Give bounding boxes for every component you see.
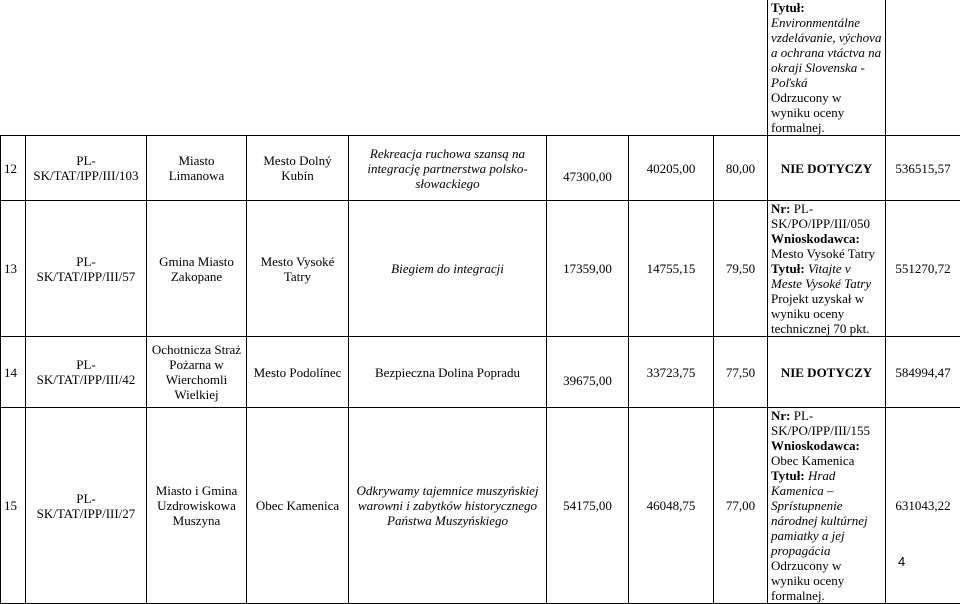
score: 77,00 [714,408,768,604]
pl-partner: Ochotnicza Straż Pożarna w Wierchomli Wielkiej [147,337,247,408]
amount-efrr: 40205,00 [629,136,714,201]
project-title: Bezpieczna Dolina Popradu [349,337,547,408]
sk-partner: Mesto Podolínec [247,337,349,408]
row-number: 15 [1,408,26,604]
score: 79,50 [714,201,768,337]
project-code: PL-SK/TAT/IPP/III/103 [26,136,147,201]
duplicate-info: NIE DOTYCZY [768,136,886,201]
cumulative-sum: 584994,47 [886,337,960,408]
table-row [1,408,960,604]
table-row [1,136,960,201]
table-row [1,201,960,337]
title-label: Tytuł: [771,0,805,15]
project-title: Rekreacja ruchowa szansą na integrację partnerstwa polsko-słowackiego [349,136,547,201]
amount-efrr: 33723,75 [629,337,714,408]
amount-total: 17359,00 [547,201,629,337]
duplicate-info: Nr: PL-SK/PO/IPP/III/155 Wnioskodawca: Obec Kamenica Tytuł: Hrad Kamenica – Sprístupnenie národnej kultúrnej pamiatky a jej propagácia Odrzucony w wyniku oceny formalnej. [768,408,886,604]
pl-partner: Gmina Miasto Zakopane [147,201,247,337]
table-row [1,337,960,408]
project-code: PL-SK/TAT/IPP/III/42 [26,337,147,408]
continuation-duplicate-cell [768,0,886,136]
amount-efrr: 46048,75 [629,408,714,604]
sk-partner: Mesto Vysoké Tatry [247,201,349,337]
amount-efrr: 14755,15 [629,201,714,337]
title-value: Environmentálne vzdelávanie, výchova a ochrana vtáctva na okraji Slovenska - Poľská [771,15,881,90]
amount-total: 47300,00 [547,136,629,201]
score: 80,00 [714,136,768,201]
continuation-row [1,0,960,136]
row-number: 14 [1,337,26,408]
sk-partner: Obec Kamenica [247,408,349,604]
cumulative-sum: 551270,72 [886,201,960,337]
pl-partner: Miasto Limanowa [147,136,247,201]
row-number: 13 [1,201,26,337]
project-title: Biegiem do integracji [349,201,547,337]
duplicate-info: NIE DOTYCZY [768,337,886,408]
project-title: Odkrywamy tajemnice muszyńskiej warowni i zabytków historycznego Państwa Muszyńskiego [349,408,547,604]
pl-partner: Miasto i Gmina Uzdrowiskowa Muszyna [147,408,247,604]
sk-partner: Mesto Dolný Kubín [247,136,349,201]
amount-total: 39675,00 [547,337,629,408]
score: 77,50 [714,337,768,408]
cumulative-sum: 536515,57 [886,136,960,201]
project-code: PL-SK/TAT/IPP/III/57 [26,201,147,337]
page-number: 4 [898,554,905,569]
cumulative-sum: 631043,22 [886,408,960,604]
project-code: PL-SK/TAT/IPP/III/27 [26,408,147,604]
row-number: 12 [1,136,26,201]
amount-total: 54175,00 [547,408,629,604]
status-text: Odrzucony w wyniku oceny formalnej. [771,90,844,135]
duplicate-info: Nr: PL-SK/PO/IPP/III/050 Wnioskodawca: Mesto Vysoké Tatry Tytuł: Vitajte v Meste Vysoké Tatry Projekt uzyskał w wyniku oceny technicznej 70 pkt. [768,201,886,337]
